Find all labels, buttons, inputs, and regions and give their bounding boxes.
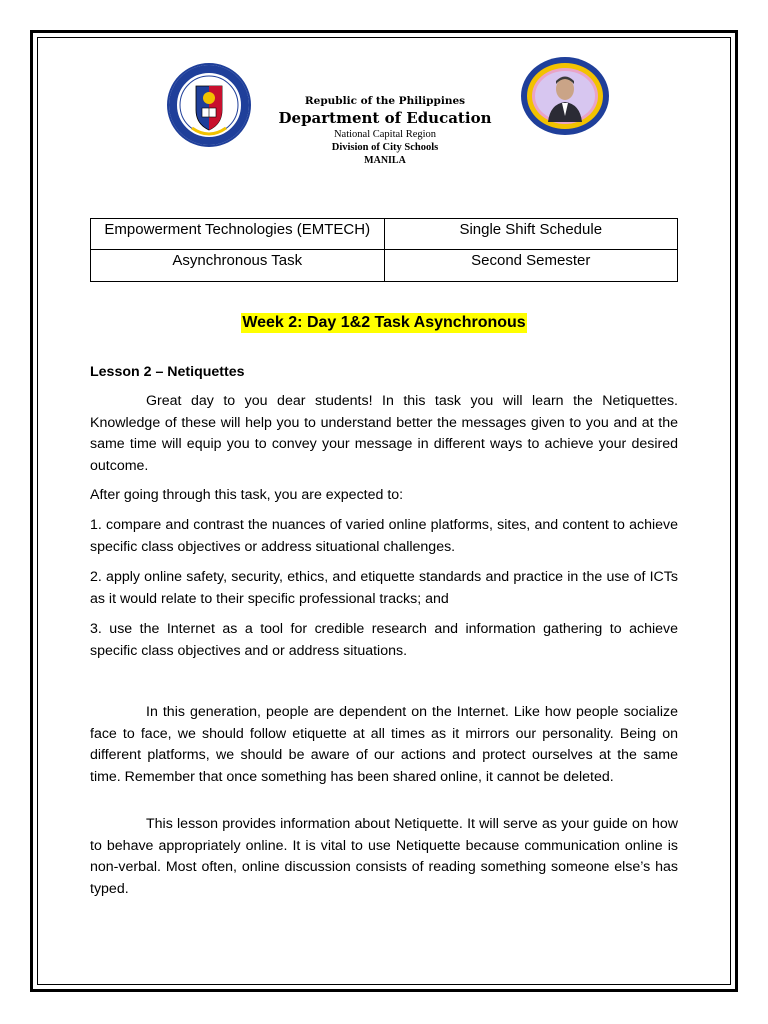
table-cell-semester: Second Semester [384,250,678,282]
week-title-text: Week 2: Day 1&2 Task Asynchronous [242,314,526,331]
city-line: MANILA [364,155,406,166]
objective-3: 3. use the Internet as a tool for credible research and information gathering to achieve specific class objectives and or address situations. [90,621,678,659]
letterhead [240,94,530,167]
department-line: Department of Education [278,109,492,127]
generation-paragraph: In this generation, people are dependent on the Internet. Like how people socialize face to face, we should follow etiquette at all times as it mirrors our personality. Being on different platforms, we should be aware of our actions and protect ourselves at the same time. Remember that once something has been shared online, it cannot be deleted. [90,704,678,785]
intro-paragraph: Great day to you dear students! In this task you will learn the Netiquettes. Knowledge of these will help you to understand better the messages given to you and at the same time will equip you to convey your message in different ways to achieve your desired outcome. [90,393,678,474]
table-row [91,250,678,282]
republic-line: Republic of the Philippines [304,95,466,107]
division-line: Division of City Schools [331,142,439,153]
table-row [91,219,678,250]
table-cell-subject: Empowerment Technologies (EMTECH) [91,219,385,250]
school-seal-portrait-icon [520,56,610,136]
table-cell-schedule: Single Shift Schedule [384,219,678,250]
course-info-table [90,218,678,282]
week-title [0,314,768,332]
expected-paragraph: After going through this task, you are expected to: [90,487,404,503]
lesson-heading: Lesson 2 – Netiquettes [90,364,245,380]
region-line: National Capital Region [333,129,437,140]
table-cell-task-type: Asynchronous Task [91,250,385,282]
objective-1: 1. compare and contrast the nuances of varied online platforms, sites, and content to achieve specific class objectives or address situational challenges. [90,517,678,555]
lesson-info-paragraph: This lesson provides information about Netiquette. It will serve as your guide on how to behave appropriately online. It is vital to use Netiquette because communication online is non-verbal. Most often, online discussion consists of reading something someone else’s has typed. [90,816,678,897]
objective-2: 2. apply online safety, security, ethics, and etiquette standards and practice in the use of ICTs as it would relate to their specific professional tracks; and [90,569,678,607]
